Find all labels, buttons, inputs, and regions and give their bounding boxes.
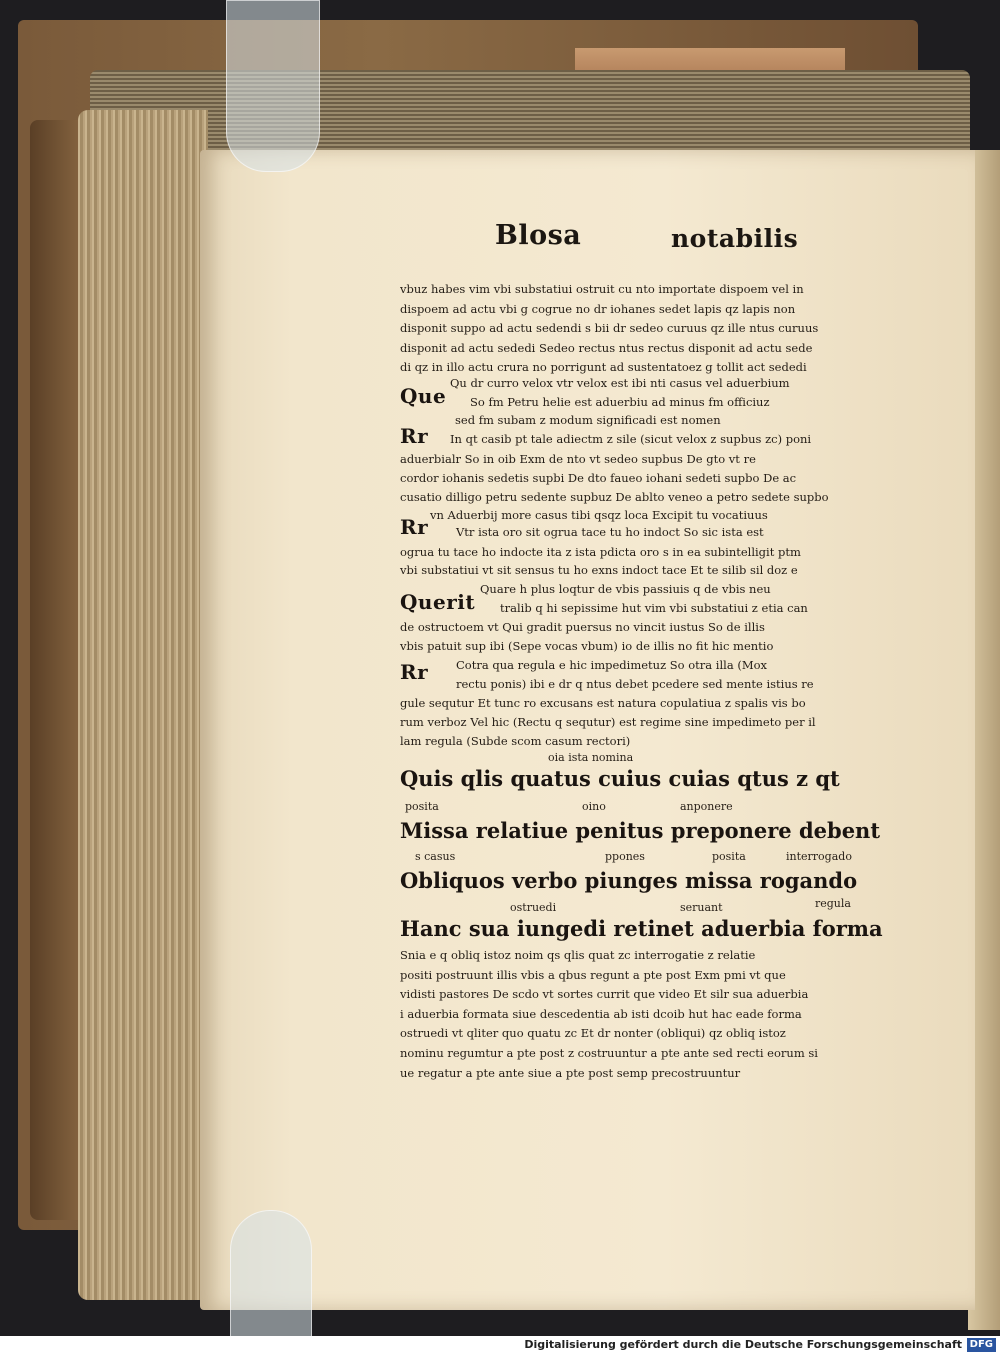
text-line: sed fm subam z modum significadi est nomen [455, 413, 721, 427]
header-left: Blosa [495, 220, 582, 251]
interlinear-gloss: posita [712, 850, 746, 863]
dfg-logo: DFG [967, 1338, 996, 1352]
question-marker: Querit [400, 590, 476, 614]
verse-line: Obliquos verbo piunges missa rogando [400, 868, 858, 893]
text-line: di qz in illo actu crura no porrigunt ad sustentatoez g tollit act sededi [400, 360, 807, 375]
text-line: disponit ad actu sededi Sedeo rectus ntus rectus disponit ad actu sede [400, 340, 813, 355]
question-marker: Que [400, 384, 447, 408]
text-line: aduerbialr So in oib Exm de nto vt sedeo supbus De gto vt re [400, 452, 756, 466]
interlinear-gloss: oino [582, 800, 606, 813]
text-line: vn Aduerbij more casus tibi qsqz loca Excipit tu vocatiuus [430, 508, 768, 522]
text-line: de ostructoem vt Qui gradit puersus no vincit iustus So de illis [400, 620, 765, 634]
text-line: rectu ponis) ibi e dr q ntus debet pcedere sed mente istius re [456, 677, 814, 691]
text-line: positi postruunt illis vbis a qbus regunt a pte post Exm pmi vt que [400, 967, 786, 982]
interlinear-gloss: interrogado [786, 850, 852, 863]
verse-line: Quis qlis quatus cuius cuias qtus z qt [400, 766, 840, 791]
text-line: Qu dr curro velox vtr velox est ibi nti casus vel aduerbium [450, 376, 790, 390]
text-line: vbi substatiui vt sit sensus tu ho exns indoct tace Et te silib sil doz e [400, 563, 798, 577]
text-line: Quare h plus loqtur de vbis passiuis q de vbis neu [480, 582, 771, 596]
text-line: So fm Petru helie est aduerbiu ad minus fm officiuz [470, 395, 770, 409]
page-block [78, 110, 208, 1300]
text-line: ogrua tu tace ho indocte ita z ista pdicta oro s in ea subintelligit ptm [400, 545, 801, 559]
text-line: dispoem ad actu vbi g cogrue no dr iohanes sedet lapis qz lapis non [400, 301, 796, 316]
text-line: Vtr ista oro sit ogrua tace tu ho indoct So sic ista est [456, 525, 764, 539]
interlinear-gloss: s casus [415, 850, 456, 863]
interlinear-gloss: seruant [680, 901, 723, 914]
page-clip-top [226, 0, 320, 172]
text-line: nominu regumtur a pte post z costruuntur a pte ante sed recti eorum si [400, 1045, 818, 1060]
text-line: ue regatur a pte ante siue a pte post semp precostruuntur [400, 1065, 741, 1080]
text-line: disponit suppo ad actu sedendi s bii dr sedeo curuus qz ille ntus curuus [400, 321, 819, 336]
verse-line: Missa relatiue penitus preponere debent [400, 818, 881, 843]
text-line: lam regula (Subde scom casum rectori) [400, 734, 631, 748]
paragraph-1 [400, 280, 870, 378]
paragraph-final [400, 946, 870, 1083]
answer-marker: Rr [400, 424, 429, 448]
text-line: Cotra qua regula e hic impedimetuz So otra illa (Mox [456, 658, 768, 672]
text-line: tralib q hi sepissime hut vim vbi substatiui z etia can [500, 601, 808, 615]
text-line: cusatio dilligo petru sedente supbuz De ablto veneo a petro sedete supbo [400, 490, 829, 504]
answer-marker: Rr [400, 515, 429, 539]
interlinear-gloss: posita [405, 800, 439, 813]
footer-bar [0, 1336, 1000, 1355]
funding-credit: Digitalisierung gefördert durch die Deutsche Forschungsgemeinschaft [524, 1338, 962, 1351]
text-line: Snia e q obliq istoz noim qs qlis quat zc interrogatie z relatie [400, 948, 756, 962]
interlinear-gloss: oia ista nomina [548, 751, 634, 764]
text-line: i aduerbia formata siue descedentia ab isti dcoib hut hac eade forma [400, 1006, 802, 1021]
text-line: ostruedi vt qliter quo quatu zc Et dr nonter (obliqui) qz obliq istoz [400, 1026, 786, 1041]
text-line: vidisti pastores De scdo vt sortes currit que video Et silr sua aduerbia [400, 987, 809, 1002]
verse-line: Hanc sua iungedi retinet aduerbia forma [400, 916, 883, 941]
text-line: gule sequtur Et tunc ro excusans est natura copulatiua z spalis vis bo [400, 696, 806, 710]
header-right: notabilis [671, 224, 799, 253]
text-line: cordor iohanis sedetis supbi De dto faueo iohani sedeti supbo De ac [400, 471, 797, 485]
text-line: rum verboz Vel hic (Rectu q sequtur) est regime sine impedimeto per il [400, 715, 816, 729]
running-header [495, 212, 799, 262]
answer-marker: Rr [400, 660, 429, 684]
text-line: vbis patuit sup ibi (Sepe vocas vbum) io de illis no fit hic mentio [400, 639, 774, 653]
interlinear-gloss: ostruedi [510, 901, 557, 914]
interlinear-gloss: regula [815, 897, 851, 910]
page-clip-bottom [230, 1210, 312, 1336]
interlinear-gloss: ppones [605, 850, 645, 863]
interlinear-gloss: anponere [680, 800, 733, 813]
text-line: vbuz habes vim vbi substatiui ostruit cu nto importate dispoem vel in [400, 282, 804, 296]
text-line: In qt casib pt tale adiectm z sile (sicut velox z supbus zc) poni [450, 432, 812, 446]
